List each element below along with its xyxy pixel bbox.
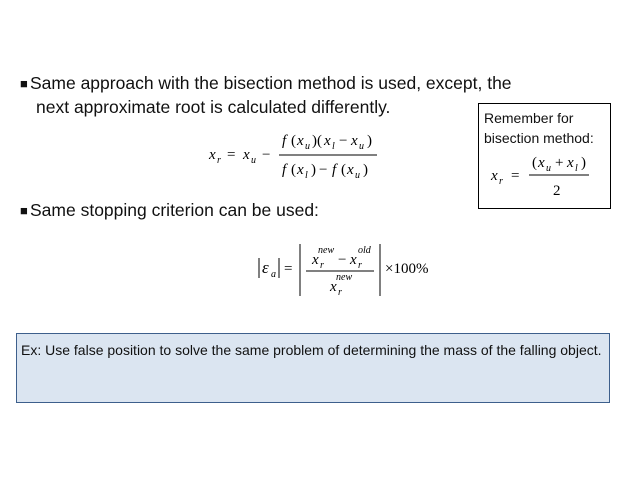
svg-text:x: x [297,162,304,178]
example-box [16,333,610,403]
svg-text:f: f [282,133,287,149]
svg-text:−: − [262,147,271,163]
svg-text:): ) [581,155,586,171]
svg-text:r: r [499,176,503,187]
svg-text:x: x [297,133,304,149]
svg-text:×100%: ×100% [385,261,429,277]
reminder-title [484,108,594,148]
bullet-false-position [20,71,512,96]
svg-text:x: x [347,162,354,178]
svg-text:r: r [358,260,362,271]
svg-text:+: + [555,155,564,171]
bullet-text-line2: next approximate root is calculated differently. [36,97,391,117]
svg-text:old: old [358,245,371,256]
svg-text:ε: ε [262,258,269,277]
svg-text:u: u [355,170,360,181]
svg-text:new: new [336,272,353,283]
svg-text:a: a [271,269,276,280]
svg-text:r: r [320,260,324,271]
svg-text:−: − [339,133,348,149]
svg-text:u: u [546,163,551,174]
svg-text:=: = [511,168,520,184]
svg-text:l: l [575,163,578,174]
bullet-text-line1: Same approach with the bisection method is used, except, the [30,73,512,93]
bullet-continuation [36,95,390,119]
svg-text:(: ( [291,133,296,149]
approximate-error-formula [250,240,430,300]
svg-text:): ) [367,133,372,149]
bisection-reminder-box [478,103,611,209]
svg-text:l: l [332,141,335,152]
svg-text:u: u [359,141,364,152]
svg-text:(: ( [291,162,296,178]
svg-text:): ) [363,162,368,178]
bisection-formula [487,150,602,202]
svg-text:)(: )( [312,133,322,149]
svg-text:x: x [491,168,498,184]
svg-text:x: x [350,252,357,268]
bullet-stopping-criterion [20,198,319,223]
svg-text:r: r [338,287,342,298]
svg-text:(: ( [532,155,537,171]
svg-text:x: x [312,252,319,268]
bullet-text: Same stopping criterion can be used: [30,200,319,220]
svg-text:=: = [284,261,293,277]
bullet-square-icon: ■ [20,76,28,91]
reminder-title-line1: Remember for [484,110,574,126]
svg-text:x: x [243,147,250,163]
example-text: Ex: Use false position to solve the same problem of determining the mass of the falling object. [21,342,602,358]
svg-text:(: ( [341,162,346,178]
svg-text:u: u [251,155,256,166]
svg-text:−: − [319,162,328,178]
svg-text:=: = [227,147,236,163]
svg-text:u: u [305,141,310,152]
false-position-formula [205,126,405,182]
svg-text:x: x [330,279,337,295]
reminder-title-line2: bisection method: [484,130,594,146]
svg-text:l: l [305,170,308,181]
svg-text:−: − [338,252,347,268]
svg-text:): ) [311,162,316,178]
svg-text:x: x [538,155,545,171]
bullet-square-icon: ■ [20,203,28,218]
svg-text:f: f [282,162,287,178]
svg-text:x: x [324,133,331,149]
svg-text:2: 2 [553,183,561,199]
svg-text:f: f [332,162,337,178]
svg-text:new: new [318,245,335,256]
svg-text:x: x [209,147,216,163]
svg-text:x: x [567,155,574,171]
svg-text:r: r [217,155,221,166]
svg-text:x: x [351,133,358,149]
